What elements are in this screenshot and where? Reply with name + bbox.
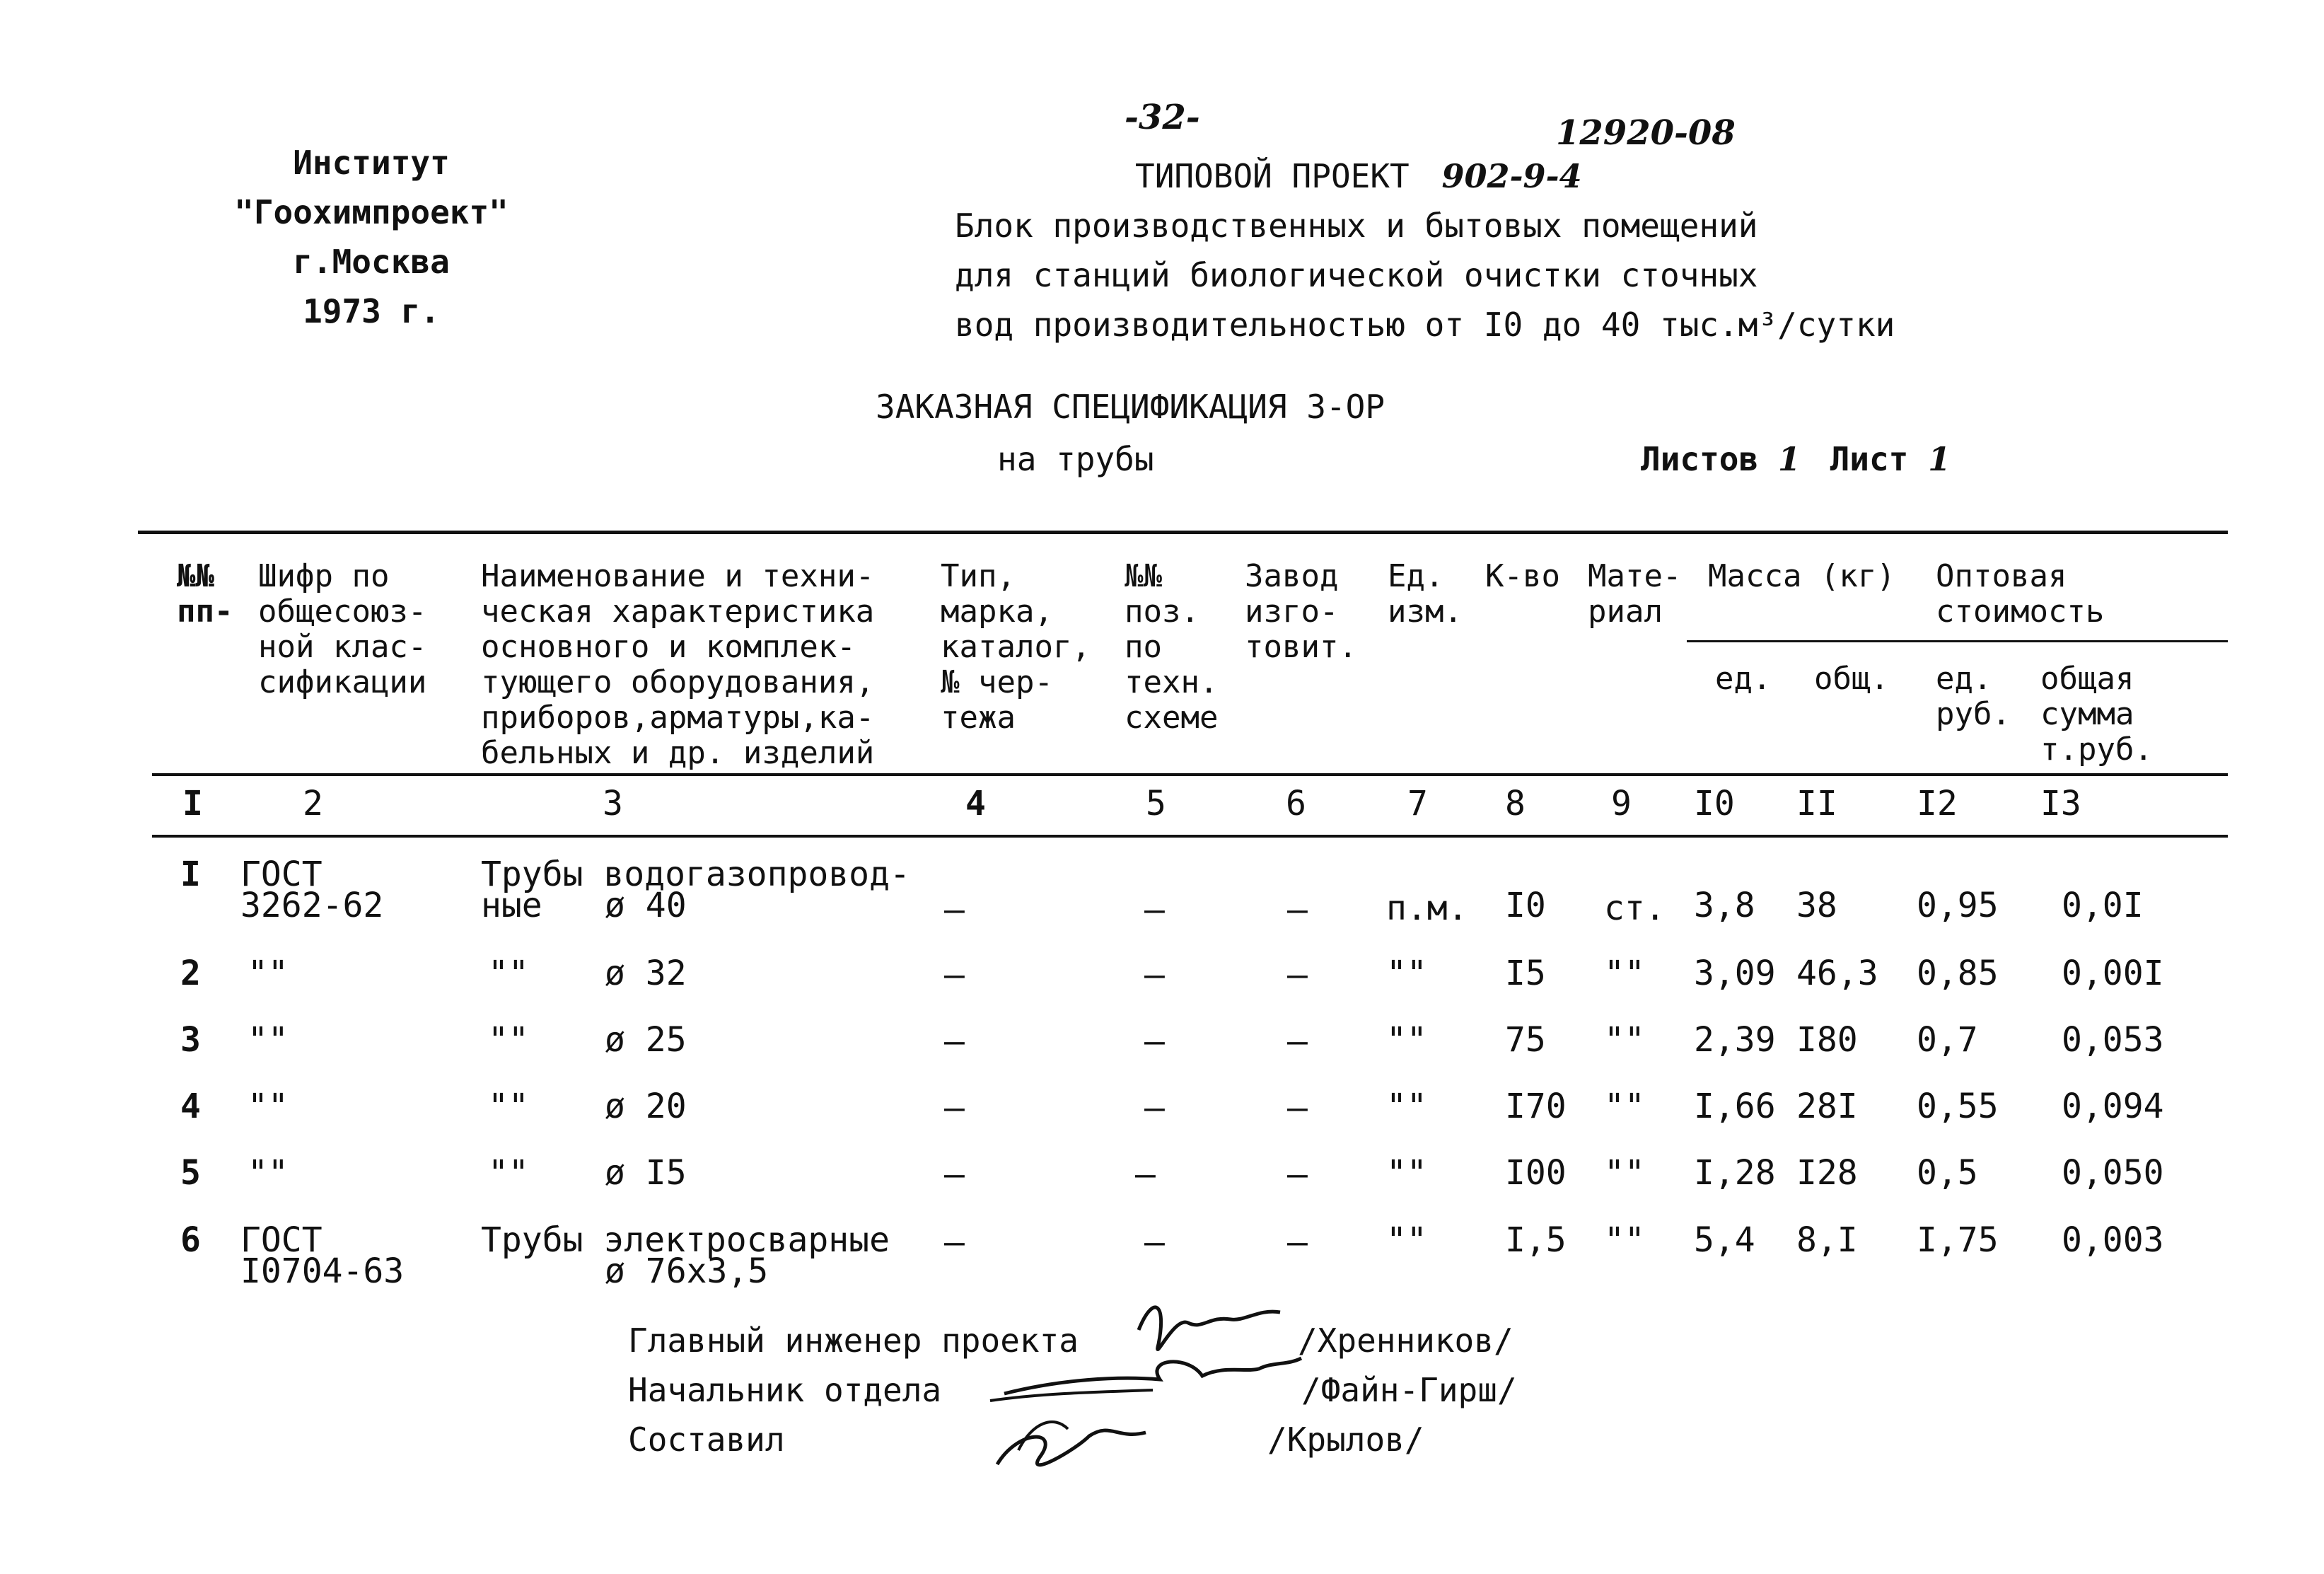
- column-number: I: [182, 784, 203, 823]
- row-mass-unit: 5,4: [1694, 1220, 1755, 1260]
- header-item-name: Наименование и техни- ческая характеристика основного и комплек- тующего оборудования, приборов,арматуры,ка- бельных и др. изделий: [481, 558, 875, 771]
- header-mass-unit: ед.: [1715, 661, 1772, 697]
- row-type: –: [944, 1155, 965, 1194]
- row-number: 5: [180, 1153, 201, 1193]
- row-plant: –: [1287, 955, 1308, 995]
- row-quantity: I70: [1505, 1087, 1567, 1126]
- row-price: 0,95: [1917, 886, 1999, 925]
- column-number: I3: [2040, 784, 2081, 823]
- header-position: №№ поз. по техн. схеме: [1125, 558, 1219, 736]
- row-price: 0,7: [1917, 1020, 1978, 1060]
- row-mass-unit: I,66: [1694, 1087, 1776, 1126]
- spec-title: ЗАКАЗНАЯ СПЕЦИФИКАЦИЯ 3-ОР: [876, 388, 1385, 426]
- header-plant: Завод изго- товит.: [1245, 558, 1357, 665]
- row-unit: "": [1386, 1220, 1427, 1260]
- row-mass-total: 28I: [1796, 1087, 1858, 1126]
- row-mass-unit: 3,09: [1694, 954, 1776, 993]
- row-sum: 0,053: [2062, 1020, 2164, 1060]
- row-price: 0,5: [1917, 1153, 1978, 1193]
- row-code-1: "": [248, 1087, 289, 1126]
- row-plant: –: [1287, 1222, 1308, 1262]
- row-position: –: [1144, 1222, 1165, 1262]
- row-mass-unit: 3,8: [1694, 886, 1755, 925]
- row-mass-total: I28: [1796, 1153, 1858, 1193]
- project-description-1: Блок производственных и бытовых помещений: [955, 207, 1758, 245]
- project-label: [1135, 157, 1582, 195]
- row-position: –: [1144, 1088, 1165, 1128]
- row-mass-total: 38: [1796, 886, 1837, 925]
- header-sub-rule: [1687, 640, 2228, 642]
- header-unit: Ед. изм.: [1388, 558, 1463, 630]
- header-classification-code: Шифр по общесоюз- ной клас- сификации: [258, 558, 427, 700]
- row-plant: –: [1287, 1155, 1308, 1194]
- row-code-1: "": [248, 1153, 289, 1193]
- signature-name-compiler: /Крылов/: [1267, 1420, 1424, 1459]
- row-price: I,75: [1917, 1220, 1999, 1260]
- row-material: "": [1604, 954, 1645, 993]
- row-code-1: "": [248, 954, 289, 993]
- header-quantity: К-во: [1485, 558, 1560, 594]
- signature-name-department-head: /Файн-Гирш/: [1301, 1371, 1517, 1409]
- signature-scribble-5: [1018, 1422, 1068, 1450]
- row-quantity: 75: [1505, 1020, 1546, 1060]
- header-cost-unit: ед. руб.: [1936, 661, 2011, 732]
- project-description-3: вод производительностью от I0 до 40 тыс.м³/сутки: [955, 306, 1895, 344]
- spec-subtitle: на трубы: [997, 440, 1154, 478]
- row-material: "": [1604, 1020, 1645, 1060]
- column-number: 2: [303, 784, 323, 823]
- row-material: "": [1604, 1087, 1645, 1126]
- header-mass-total: общ.: [1814, 661, 1889, 697]
- row-type: –: [944, 890, 965, 930]
- sheets-total-value: 1: [1777, 440, 1801, 478]
- row-code-1: ГОСТ: [240, 1220, 323, 1260]
- row-sum: 0,00I: [2062, 954, 2164, 993]
- signature-name-chief-engineer: /Хренников/: [1298, 1321, 1513, 1360]
- row-mass-total: 46,3: [1796, 954, 1878, 993]
- row-sum: 0,050: [2062, 1153, 2164, 1193]
- page-number: -32-: [1125, 98, 1200, 137]
- row-price: 0,85: [1917, 954, 1999, 993]
- column-number: 8: [1505, 784, 1526, 823]
- row-position: –: [1144, 955, 1165, 995]
- row-quantity: I5: [1505, 954, 1546, 993]
- institute-city: г.Москва: [293, 243, 450, 281]
- row-name-1: "": [488, 1153, 529, 1193]
- row-quantity: I0: [1505, 886, 1546, 925]
- row-position: –: [1144, 1022, 1165, 1061]
- handwritten-signatures: [976, 1287, 1330, 1493]
- project-description-2: для станций биологической очистки сточных: [955, 256, 1758, 294]
- header-material: Мате- риал: [1588, 558, 1682, 630]
- row-diameter: ø I5: [605, 1153, 687, 1193]
- column-number: 3: [603, 784, 623, 823]
- column-number: I2: [1917, 784, 1958, 823]
- header-mass: Масса (кг): [1708, 558, 1895, 594]
- project-label-text: ТИПОВОЙ ПРОЕКТ: [1135, 157, 1410, 195]
- row-code-2: I0704-63: [240, 1251, 405, 1291]
- row-number: I: [180, 855, 201, 894]
- row-plant: –: [1287, 1022, 1308, 1061]
- signature-scribble-2: [1004, 1358, 1301, 1394]
- row-plant: –: [1287, 1088, 1308, 1128]
- row-mass-unit: 2,39: [1694, 1020, 1776, 1060]
- row-number: 2: [180, 954, 201, 993]
- row-number: 3: [180, 1020, 201, 1060]
- column-number-rule: [152, 835, 2228, 838]
- row-unit: "": [1386, 1020, 1427, 1060]
- column-number: 7: [1407, 784, 1428, 823]
- sheet-counter: [1641, 440, 1951, 478]
- institute-line-1: Институт: [293, 144, 450, 182]
- column-number: 4: [965, 784, 986, 823]
- signature-role-chief-engineer: Главный инженер проекта: [628, 1321, 1079, 1360]
- institute-line-2: "Гоохимпроект": [234, 193, 509, 231]
- header-cost: Оптовая стоимость: [1936, 558, 2105, 630]
- column-number: 9: [1611, 784, 1632, 823]
- signature-role-compiler: Составил: [628, 1420, 785, 1459]
- handwritten-archive-code: 12920-08: [1556, 113, 1736, 153]
- row-type: –: [944, 955, 965, 995]
- row-material: "": [1604, 1220, 1645, 1260]
- header-row-number: №№ пп-: [177, 558, 233, 630]
- row-sum: 0,094: [2062, 1087, 2164, 1126]
- row-position: –: [1144, 890, 1165, 930]
- row-name-1: "": [488, 1087, 529, 1126]
- row-number: 4: [180, 1087, 201, 1126]
- row-material: "": [1604, 1153, 1645, 1193]
- header-type: Тип, марка, каталог, № чер- тежа: [941, 558, 1091, 736]
- row-diameter: ø 76x3,5: [605, 1251, 769, 1291]
- row-sum: 0,003: [2062, 1220, 2164, 1260]
- row-mass-total: 8,I: [1796, 1220, 1858, 1260]
- row-unit: п.м.: [1386, 889, 1468, 928]
- row-diameter: ø 32: [605, 954, 687, 993]
- row-code-1: "": [248, 1020, 289, 1060]
- row-mass-total: I80: [1796, 1020, 1858, 1060]
- row-unit: "": [1386, 1087, 1427, 1126]
- row-mass-unit: I,28: [1694, 1153, 1776, 1193]
- row-unit: "": [1386, 954, 1427, 993]
- row-unit: "": [1386, 1153, 1427, 1193]
- row-number: 6: [180, 1220, 201, 1260]
- row-code-2: 3262-62: [240, 886, 384, 925]
- row-name-1: "": [488, 954, 529, 993]
- project-number: 902-9-4: [1441, 157, 1582, 195]
- sheets-total-label: Листов: [1641, 440, 1759, 478]
- institute-year: 1973 г.: [303, 292, 440, 330]
- row-price: 0,55: [1917, 1087, 1999, 1126]
- header-cost-total: общая сумма т.руб.: [2040, 661, 2153, 768]
- sheet-label: Лист: [1830, 440, 1909, 478]
- institute-block: [177, 138, 566, 336]
- row-type: –: [944, 1088, 965, 1128]
- row-sum: 0,0I: [2062, 886, 2144, 925]
- column-number: 5: [1146, 784, 1166, 823]
- row-type: –: [944, 1022, 965, 1061]
- row-diameter: ø 20: [605, 1087, 687, 1126]
- row-position: –: [1135, 1155, 1156, 1194]
- header-bottom-rule: [152, 773, 2228, 776]
- row-quantity: I00: [1505, 1153, 1567, 1193]
- row-name-2: ные: [481, 886, 542, 925]
- row-plant: –: [1287, 890, 1308, 930]
- row-code-1: ГОСТ: [240, 855, 323, 894]
- row-name-1: Трубы водогазопровод-: [481, 855, 910, 894]
- signature-scribble-1: [1139, 1307, 1280, 1350]
- table-top-rule: [138, 531, 2228, 534]
- row-name-1: Трубы электросварные: [481, 1220, 890, 1260]
- column-number: II: [1796, 784, 1837, 823]
- column-number: I0: [1694, 784, 1735, 823]
- column-number: 6: [1286, 784, 1306, 823]
- row-diameter: ø 40: [605, 886, 687, 925]
- signature-role-department-head: Начальник отдела: [628, 1371, 942, 1409]
- sheet-number-value: 1: [1928, 440, 1951, 478]
- row-diameter: ø 25: [605, 1020, 687, 1060]
- row-name-1: "": [488, 1020, 529, 1060]
- row-type: –: [944, 1222, 965, 1262]
- row-material: ст.: [1604, 889, 1666, 928]
- row-quantity: I,5: [1505, 1220, 1567, 1260]
